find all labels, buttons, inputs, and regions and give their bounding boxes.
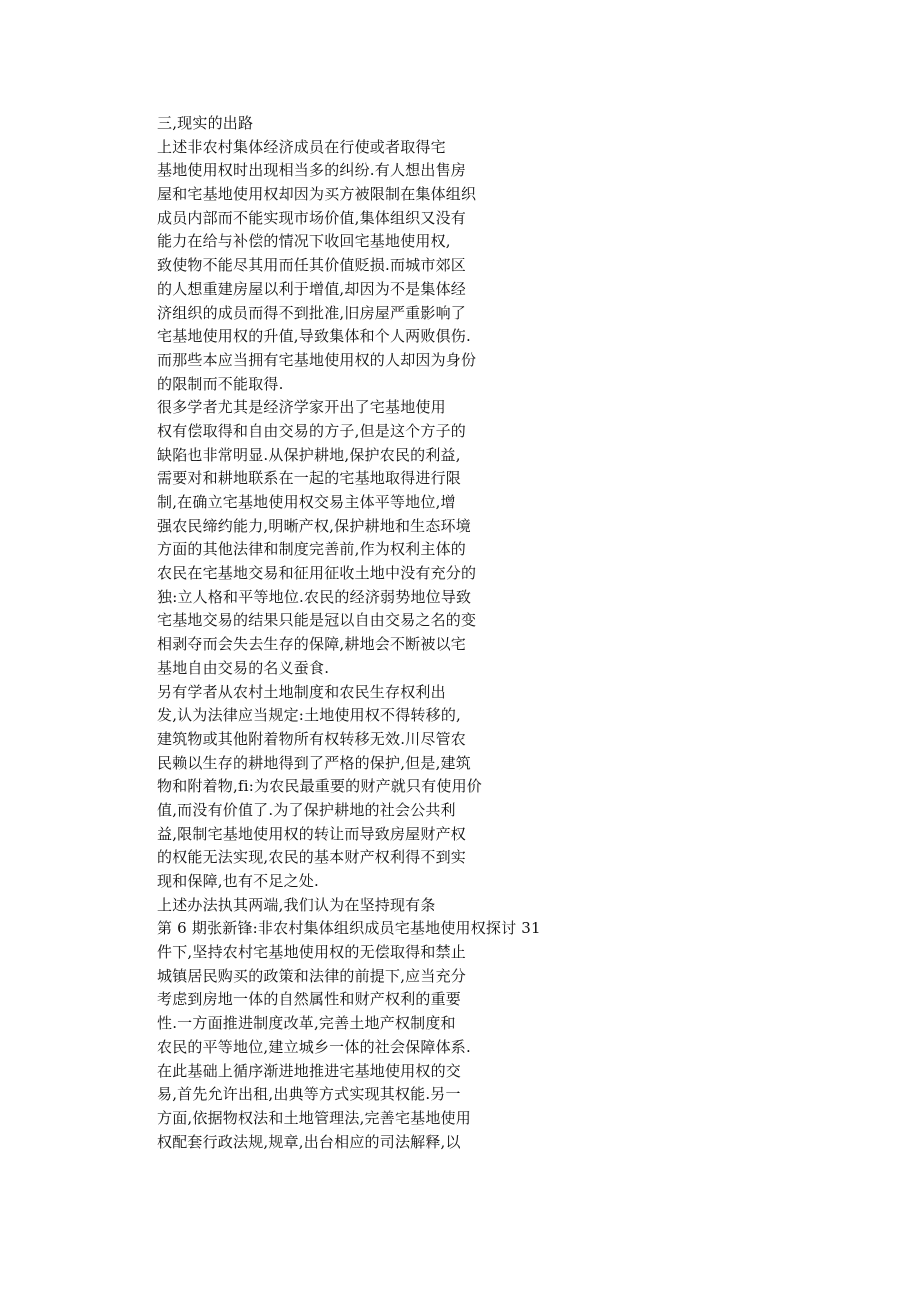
text-line: 件下,坚持农村宅基地使用权的无偿取得和禁止 [157,943,466,962]
text-line: 致使物不能尽其用而任其价值贬损.而城市郊区 [157,256,466,275]
text-line: 现和保障,也有不足之处. [157,872,319,890]
text-line: 益,限制宅基地使用权的转让而导致房屋财产权 [157,824,466,843]
text-line: 上述办法执其两端,我们认为在坚持现有条 [157,895,436,914]
text-line: 很多学者尤其是经济学家开出了宅基地使用 [157,398,446,417]
text-line: 权有偿取得和自由交易的方子,但是这个方子的 [157,421,466,440]
text-line: 方面的其他法律和制度完善前,作为权利主体的 [157,540,466,559]
text-line: 物和附着物,fi:为农民最重要的财产就只有使用价 [157,777,482,796]
text-line: 在此基础上循序渐进地推进宅基地使用权的交 [157,1061,462,1080]
text-line: 相剥夺而会失去生存的保障,耕地会不断被以宅 [157,635,466,654]
text-line: 上述非农村集体经济成员在行使或者取得宅 [157,137,446,156]
text-line: 性.一方面推进制度改革,完善土地产权制度和 [157,1014,456,1033]
text-line: 值,而没有价值了.为了保护耕地的社会公共利 [157,800,456,819]
text-line: 的限制而不能取得. [157,374,284,393]
text-line: 民赖以生存的耕地得到了严格的保护,但是,建筑 [157,753,471,772]
text-line: 需要对和耕地联系在一起的宅基地取得进行限 [157,469,462,488]
text-line: 建筑物或其他附着物所有权转移无效.川尽管农 [157,729,466,748]
text-line: 农民的平等地位,建立城乡一体的社会保障体系. [157,1037,471,1056]
text-line: 的权能无法实现,农民的基本财产权利得不到实 [157,848,466,867]
text-line: 城镇居民购买的政策和法律的前提下,应当充分 [157,966,466,985]
text-line: 能力在给与补偿的情况下收回宅基地使用权, [157,232,451,251]
text-line: 考虑到房地一体的自然属性和财产权利的重要 [157,990,462,1009]
text-line: 缺陷也非常明显.从保护耕地,保护农民的利益, [157,445,461,464]
text-line: 的人想重建房屋以利于增值,却因为不是集体经 [157,279,466,298]
text-line: 屋和宅基地使用权却因为买方被限制在集体组织 [157,185,477,204]
text-line: 宅基地使用权的升值,导致集体和个人两败俱伤. [157,327,471,346]
text-line: 独:立人格和平等地位.农民的经济弱势地位导致 [157,587,472,606]
text-line: 宅基地交易的结果只能是冠以自由交易之名的变 [157,611,477,630]
body-text [157,112,557,1154]
text-line: 而那些本应当拥有宅基地使用权的人却因为身份 [157,350,477,369]
section-heading: 三,现实的出路 [157,114,254,132]
text-line: 基地使用权时出现相当多的纠纷.有人想出售房 [157,161,466,180]
text-line: 成员内部而不能实现市场价值,集体组织又没有 [157,208,466,227]
text-line: 农民在宅基地交易和征用征收土地中没有充分的 [157,564,477,583]
text-line: 发,认为法律应当规定:土地使用权不得转移的, [157,706,461,725]
text-line: 强农民缔约能力,明晰产权,保护耕地和生态环境 [157,516,471,535]
text-line: 基地自由交易的名义蚕食. [157,658,330,677]
text-line: 权配套行政法规,规章,出台相应的司法解释,以 [157,1132,461,1151]
text-line: 另有学者从农村土地制度和农民生存权利出 [157,682,446,701]
text-line: 制,在确立宅基地使用权交易主体平等地位,增 [157,493,456,511]
text-line: 方面,依据物权法和土地管理法,完善宅基地使用 [157,1108,471,1127]
text-line: 济组织的成员而得不到批准,旧房屋严重影响了 [157,303,466,322]
text-line: 易,首先允许出租,出典等方式实现其权能.另一 [157,1085,461,1104]
running-header-line: 第 6 期张新锋:非农村集体组织成员宅基地使用权探讨 31 [157,919,541,938]
